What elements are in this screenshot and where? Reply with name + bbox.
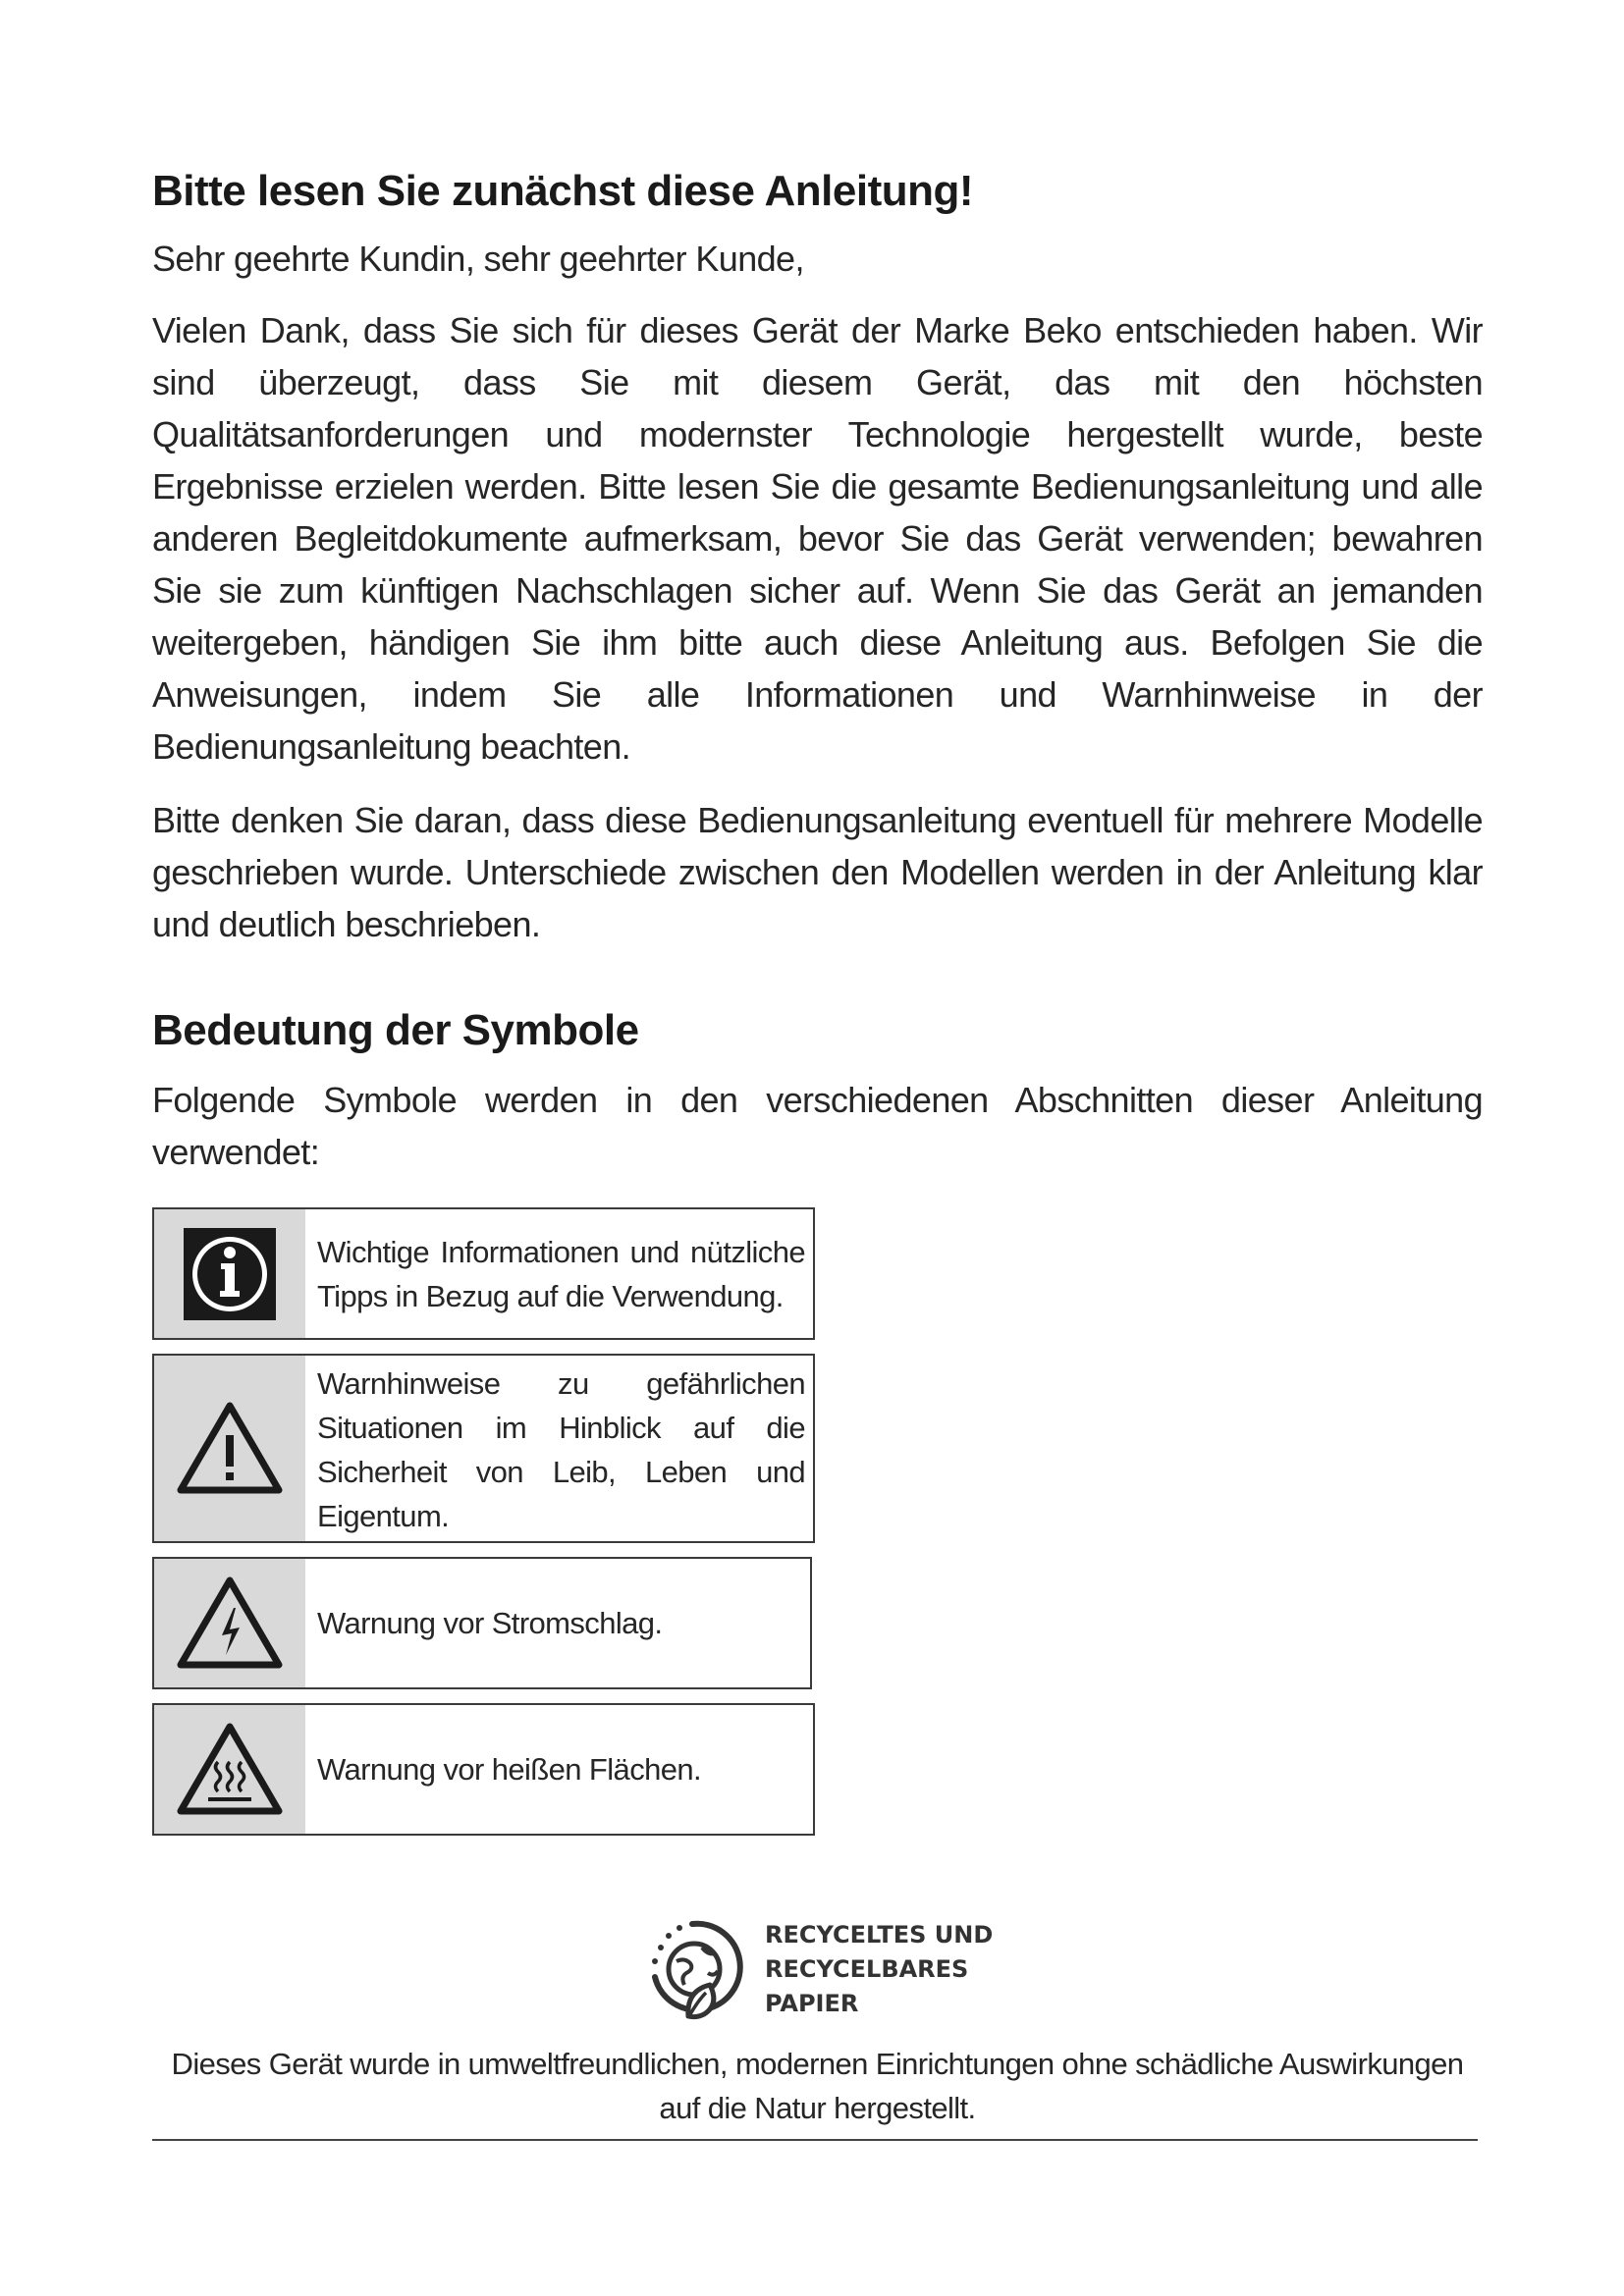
symbol-description (305, 1559, 810, 1687)
symbol-row-info (152, 1207, 815, 1340)
recycled-paper-icon (643, 1914, 753, 2024)
symbols-intro: Folgende Symbole werden in den verschiedenen Abschnitten dieser Anleitung verwendet: (152, 1080, 1483, 1172)
hot-surface-icon (175, 1721, 285, 1819)
recycle-text-line: RECYCELTES UND (765, 1920, 994, 1949)
symbol-description-text: Warnung vor Stromschlag. (317, 1606, 663, 1640)
symbol-icon-cell (154, 1209, 305, 1338)
symbol-description (305, 1705, 813, 1834)
models-paragraph: Bitte denken Sie daran, dass diese Bedienungsanleitung eventuell für mehrere Modelle geschrieben wurde. Unterschiede zwischen den Modellen werden in der Anleitung klar und deutlich beschrieben. (152, 800, 1483, 944)
greeting-text: Sehr geehrte Kundin, sehr geehrter Kunde, (152, 239, 804, 279)
recycle-text-line: RECYCELBARES (765, 1954, 969, 1983)
recycled-paper-label (765, 1918, 993, 2021)
symbol-description (305, 1209, 813, 1338)
symbol-description-text: Warnung vor heißen Flächen. (317, 1752, 702, 1787)
symbol-icon-cell (154, 1705, 305, 1834)
symbol-icon-cell (154, 1356, 305, 1541)
symbol-description-text: Wichtige Informationen und nützliche Tipps in Bezug auf die Verwendung. (317, 1234, 805, 1313)
recycled-paper-badge (643, 1914, 993, 2024)
symbols-table (152, 1207, 815, 1836)
symbol-description (305, 1356, 813, 1541)
symbols-heading: Bedeutung der Symbole (152, 1006, 639, 1054)
footer-divider (152, 2139, 1478, 2141)
symbol-row-hot-surface (152, 1703, 815, 1836)
warning-icon (175, 1400, 285, 1498)
symbol-row-warning (152, 1354, 815, 1543)
info-icon (184, 1228, 276, 1320)
symbol-icon-cell (154, 1559, 305, 1687)
environment-note: Dieses Gerät wurde in umweltfreundlichen, modernen Einrichtungen ohne schädliche Auswirkungen auf die Natur hergestellt. (171, 2047, 1464, 2125)
symbol-description-text: Warnhinweise zu gefährlichen Situationen im Hinblick auf die Sicherheit von Leib, Leben und Eigentum. (317, 1366, 805, 1533)
symbol-row-electric-shock (152, 1557, 812, 1689)
electric-shock-icon (175, 1575, 285, 1673)
page-title: Bitte lesen Sie zunächst diese Anleitung! (152, 167, 974, 215)
intro-paragraph: Vielen Dank, dass Sie sich für dieses Gerät der Marke Beko entschieden haben. Wir sind überzeugt, dass Sie mit diesem Gerät, das mit den höchsten Qualitätsanforderungen und modernster Technologie hergestellt wurde, beste Ergebnisse erzielen werden. Bitte lesen Sie die gesamte Bedienungsanleitung und alle anderen Begleitdokumente aufmerksam, bevor Sie das Gerät verwenden; bewahren Sie sie zum künftigen Nachschlagen sicher auf. Wenn Sie das Gerät an jemanden weitergeben, händigen Sie ihm bitte auch diese Anleitung aus. Befolgen Sie die Anweisungen, indem Sie alle Informationen und Warnhinweise in der Bedienungsanleitung beachten. (152, 310, 1483, 767)
recycle-text-line: PAPIER (765, 1989, 859, 2017)
page-content (152, 162, 1483, 1849)
